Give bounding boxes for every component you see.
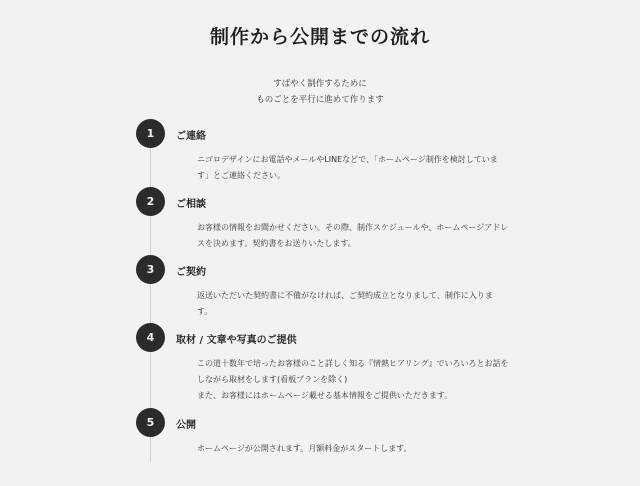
step-description-line: 返送いただいた契約書に不備がなければ、ご契約成立となりまして、制作に入りま [197, 291, 493, 300]
step-title: ご契約 [176, 267, 206, 278]
step-description-line: ホームページが公開されます。月額料金がスタートします。 [197, 444, 412, 453]
step-title: 取材 / 文章や写真のご提供 [176, 335, 297, 346]
step-description-line: す」とご連絡ください。 [197, 171, 285, 180]
step-description-line: ニゴロデザインにお電話やメールやLINEなどで、「ホームページ制作を検討していま [197, 155, 498, 164]
step-title: ご相談 [176, 199, 206, 210]
step-title: ご連絡 [176, 131, 206, 142]
step-number-badge: 1 [136, 119, 165, 148]
step-description [197, 356, 512, 404]
step-description-line: また、お客様にはホームページ載せる基本情報をご提供いただきます。 [197, 391, 453, 400]
intro-line-1: すばやく制作するために [273, 79, 367, 89]
step-description [197, 441, 512, 457]
step-number-badge: 4 [136, 323, 165, 352]
step-number-badge: 3 [136, 255, 165, 284]
step-description-line: しながら取材をします(看板プランを除く) [197, 375, 348, 384]
step-description-line: お客様の情報をお聞かせください。その際、制作スケジュールや、ホームページアドレ [197, 223, 509, 232]
step-description [197, 288, 512, 320]
step-description [197, 220, 512, 252]
step-number-badge: 2 [136, 187, 165, 216]
page-title: 制作から公開までの流れ [209, 26, 430, 48]
step-title: 公開 [176, 420, 196, 431]
step-description-line: スを決めます。契約書をお送りいたします。 [197, 239, 356, 248]
step-description-line: す。 [197, 307, 213, 316]
intro-line-2: ものごとを平行に進めて作ります [256, 95, 384, 105]
step-description-line: この道十数年で培ったお客様のこと詳しく知る『情熱ヒアリング』でいろいろとお話を [197, 359, 509, 368]
step-description [197, 152, 512, 184]
step-number-badge: 5 [136, 408, 165, 437]
intro-text [0, 76, 640, 108]
